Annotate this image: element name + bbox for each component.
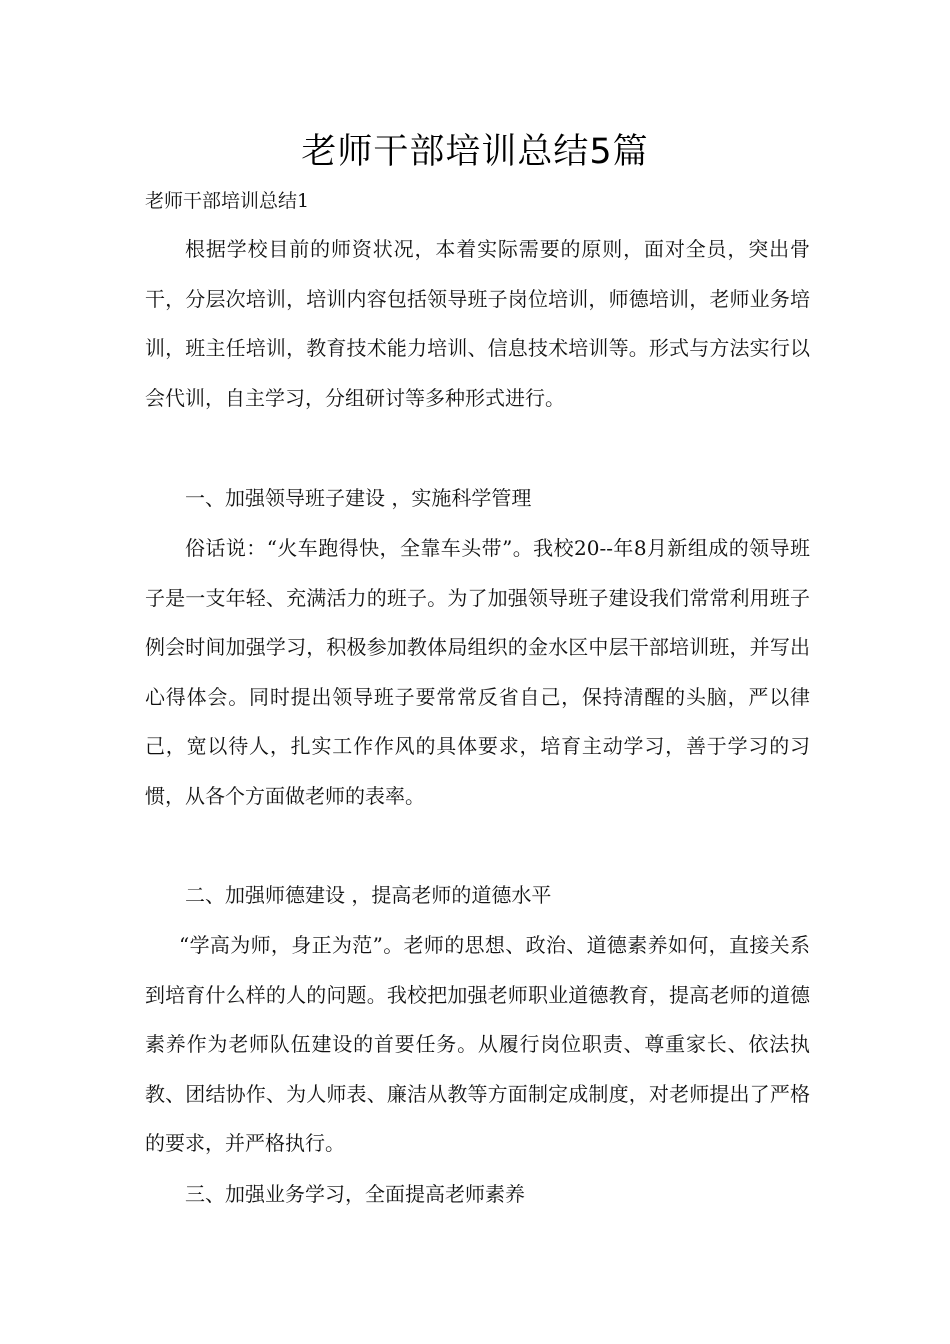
section-heading-ethics: 二、加强师德建设 ，提高老师的道德水平 bbox=[185, 883, 552, 907]
document-subtitle: 老师干部培训总结1 bbox=[145, 190, 310, 212]
document-title: 老师干部培训总结5篇 bbox=[301, 132, 649, 172]
section-heading-professional-study: 三、加强业务学习，全面提高老师素养 bbox=[185, 1182, 525, 1206]
paragraph-leadership: 俗话说：“火车跑得快，全靠车头带”。我校20--年8月新组成的领导班子是一支年轻、充满活力的班子。为了加强领导班子建设我们常常利用班子例会时间加强学习，积极参加教体局组织的金水区中层干部培训班，并写出心得体会。同时提出领导班子要常常反省自己，保持清醒的头脑，严以律己，宽以待人，扎实工作作风的具体要求，培育主动学习，善于学习的习惯，从各个方面做老师的表率。 bbox=[145, 536, 810, 808]
paragraph-training-overview: 根据学校目前的师资状况，本着实际需要的原则，面对全员，突出骨干，分层次培训，培训内容包括领导班子岗位培训，师德培训，老师业务培训，班主任培训，教育技术能力培训、信息技术培训等。形式与方法实行以会代训，自主学习，分组研讨等多种形式进行。 bbox=[145, 237, 810, 410]
section-heading-leadership: 一、加强领导班子建设 ，实施科学管理 bbox=[185, 486, 532, 510]
paragraph-ethics: “学高为师，身正为范”。老师的思想、政治、道德素养如何，直接关系到培育什么样的人的问题。我校把加强老师职业道德教育，提高老师的道德素养作为老师队伍建设的首要任务。从履行岗位职责、尊重家长、依法执教、团结协作、为人师表、廉洁从教等方面制定成制度，对老师提出了严格的要求，并严格执行。 bbox=[145, 933, 810, 1155]
